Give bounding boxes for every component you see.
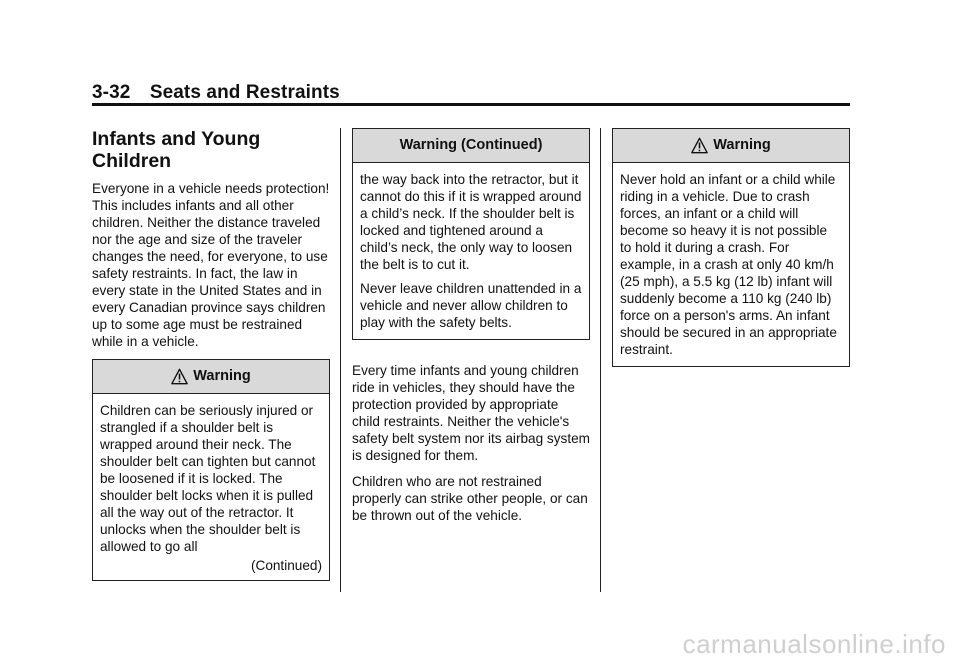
column-2 [352, 128, 590, 533]
warning-body [353, 163, 589, 339]
column-divider [600, 128, 601, 592]
warning-triangle-icon [171, 368, 188, 385]
warning-title: Warning [713, 137, 771, 153]
body-paragraph: Every time infants and young children ride in vehicles, they should have the protection provided by appropriate child restraints. Neither the vehicle's safety belt system nor its airbag system is designed for them. [352, 363, 590, 463]
section-title: Seats and Restraints [149, 82, 340, 103]
warning-header [613, 129, 849, 163]
warning-header [353, 129, 589, 163]
watermark: carmanualsonline.info [682, 629, 946, 659]
warning-text: Children can be seriously injured or strangled if a shoulder belt is wrapped around their neck. The shoulder belt can tighten but cannot be loosened if it is locked. The shoulder belt locks when it is pulled all the way out of the retractor. It unlocks when the shoulder belt is allowed to go all [100, 403, 316, 554]
page-header [92, 82, 340, 104]
continued-label: (Continued) [250, 558, 322, 573]
warning-box [92, 359, 330, 581]
warning-header [93, 360, 329, 394]
body-paragraph: Children who are not restrained properly can strike other people, or can be thrown out of the vehicle. [352, 474, 588, 523]
article-title: Infants and Young Children [92, 128, 261, 172]
warning-text: Never hold an infant or a child while riding in a vehicle. Due to crash forces, an infant or a child will become so heavy it is not possible to hold it during a crash. For example, in a crash at only 40 km/h (25 mph), a 5.5 kg (12 lb) infant will suddenly become a 110 kg (240 lb) force on a person's arms. An infant should be secured in an appropriate restraint. [620, 172, 837, 357]
warning-box [612, 128, 850, 367]
column-1 [92, 128, 330, 581]
page-number: 3-32 [92, 82, 131, 103]
warning-title: Warning (Continued) [399, 137, 543, 153]
header-rule [92, 103, 850, 106]
warning-text: the way back into the retractor, but it cannot do this if it is wrapped around a child’s neck. If the shoulder belt is locked and tightened around a child’s neck, the only way to loosen the belt is to cut it. [360, 172, 582, 272]
warning-triangle-icon [691, 137, 708, 154]
intro-paragraph: Everyone in a vehicle needs protection! This includes infants and all other children. Neither the distance traveled nor the age and size of the traveler changes the need, for everyone, to use safety restraints. In fact, the law in every state in the United States and in every Canadian province says children up to some age must be restrained while in a vehicle. [92, 181, 330, 349]
column-divider [340, 128, 341, 592]
column-3 [612, 128, 850, 367]
warning-box-continued [352, 128, 590, 340]
warning-text: Never leave children unattended in a vehicle and never allow children to play with the safety belts. [360, 281, 582, 330]
warning-title: Warning [193, 368, 251, 384]
warning-body [93, 394, 329, 580]
warning-body [613, 163, 849, 366]
